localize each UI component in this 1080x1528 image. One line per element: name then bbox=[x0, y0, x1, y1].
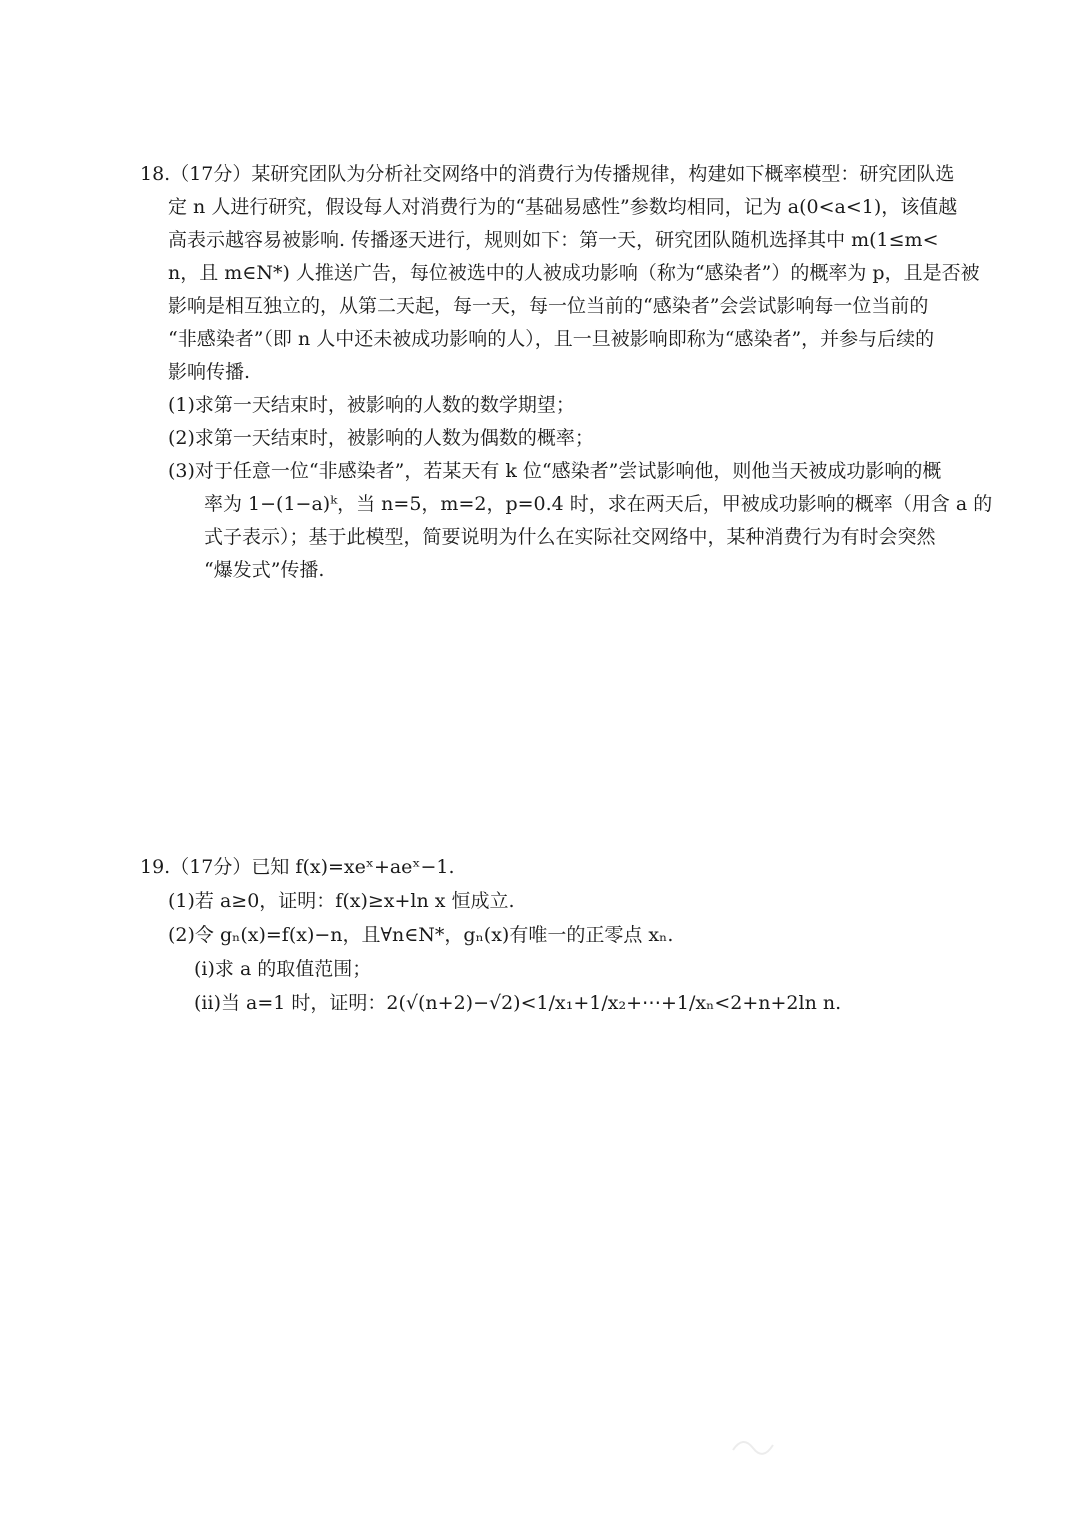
q18-line-3: 高表示越容易被影响. 传播逐天进行，规则如下：第一天，研究团队随机选择其中 m(1≤m< bbox=[168, 229, 939, 251]
q18-sub3-line-3: 式子表示）；基于此模型，简要说明为什么在实际社交网络中，某种消费行为有时会突然 bbox=[204, 526, 936, 548]
q18-sub3-line-4: “爆发式”传播. bbox=[204, 559, 325, 581]
q18-line-6: “非感染者”（即 n 人中还未被成功影响的人），且一旦被影响即称为“感染者”，并参与后续的 bbox=[168, 328, 935, 350]
q19-sub2: (2)令 gₙ(x)=f(x)−n，且∀n∈N*，gₙ(x)有唯一的正零点 xₙ. bbox=[168, 924, 674, 946]
q18-sub2: (2)求第一天结束时，被影响的人数为偶数的概率； bbox=[168, 427, 594, 449]
q19-sub2-ii: (ⅱ)当 a=1 时，证明：2(√(n+2)−√2)<1/x₁+1/x₂+⋯+1/xₙ<2+n+2ln n. bbox=[194, 992, 842, 1014]
q18-line-4: n，且 m∈N*) 人推送广告，每位被选中的人被成功影响（称为“感染者”）的概率为 p，且是否被 bbox=[168, 262, 980, 284]
q18-sub1: (1)求第一天结束时，被影响的人数的数学期望； bbox=[168, 394, 575, 416]
q18-line-2: 定 n 人进行研究，假设每人对消费行为的“基础易感性”参数均相同，记为 a(0<a<1)，该值越 bbox=[168, 196, 958, 218]
q18-line-1: 18.（17分）某研究团队为分析社交网络中的消费行为传播规律，构建如下概率模型：研究团队选 bbox=[140, 163, 955, 185]
faint-watermark-icon bbox=[728, 1430, 788, 1460]
q19-stem: 19.（17分）已知 f(x)=xeˣ+aeˣ−1. bbox=[140, 856, 455, 878]
q18-line-7: 影响传播. bbox=[168, 361, 251, 383]
q19-sub2-i: (ⅰ)求 a 的取值范围； bbox=[194, 958, 372, 980]
question-18 bbox=[140, 158, 993, 587]
q18-sub3-line-1: (3)对于任意一位“非感染者”，若某天有 k 位“感染者”尝试影响他，则他当天被成功影响的概 bbox=[168, 460, 942, 482]
q19-sub1: (1)若 a≥0，证明：f(x)≥x+ln x 恒成立. bbox=[168, 890, 515, 912]
q18-sub3-line-2: 率为 1−(1−a)ᵏ，当 n=5，m=2，p=0.4 时，求在两天后，甲被成功影响的概率（用含 a 的 bbox=[204, 493, 993, 515]
q18-line-5: 影响是相互独立的，从第二天起，每一天，每一位当前的“感染者”会尝试影响每一位当前的 bbox=[168, 295, 929, 317]
question-19 bbox=[140, 850, 945, 1020]
